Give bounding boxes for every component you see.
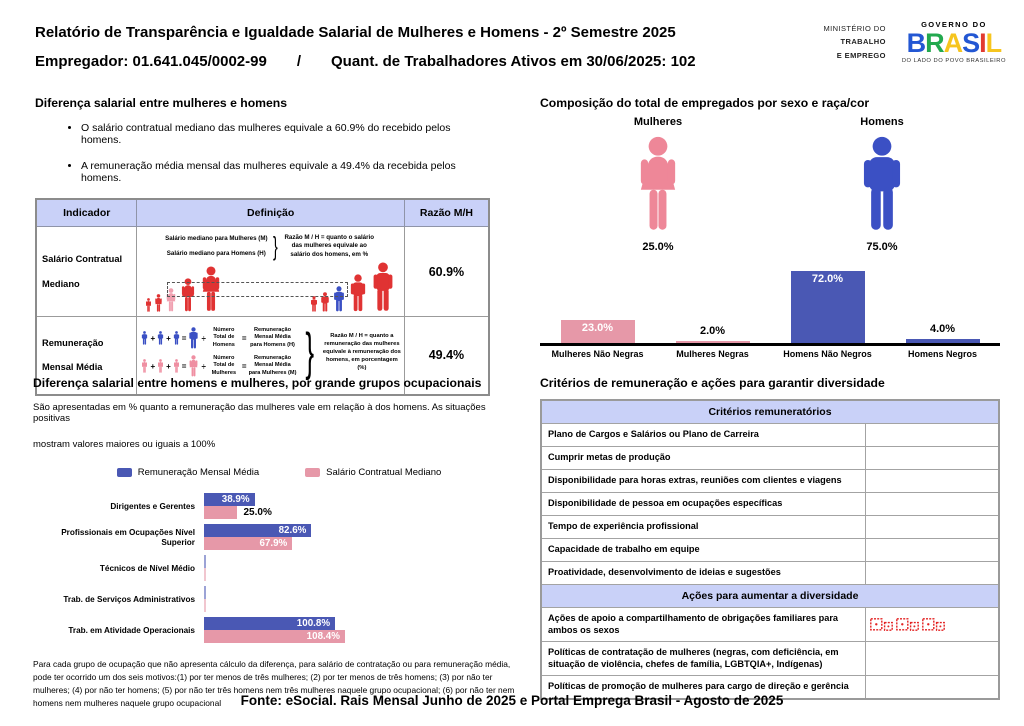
man-icon: [157, 331, 164, 345]
bar: [204, 493, 255, 506]
bullet-median: • O salário contratual mediano das mulheres equivale a 60.9% do recebido pelos homens.: [81, 122, 490, 146]
ministry-line1: MINISTÉRIO DO: [823, 23, 886, 33]
bracket-glyph: }: [304, 323, 314, 381]
bar: [676, 341, 750, 343]
criteria-section-header: Ações para aumentar a diversidade: [541, 585, 999, 608]
bar: [204, 630, 345, 643]
divide-operator: ÷: [201, 361, 206, 371]
brasil-letter: L: [985, 28, 1002, 58]
brasil-letter: A: [943, 28, 963, 58]
bar: [204, 586, 206, 599]
logo-area: [824, 20, 1006, 64]
gov-bottom-text: DO LADO DO POVO BRASILEIRO: [901, 58, 1006, 65]
woman-icon: [173, 359, 180, 373]
criteria-value: [866, 642, 999, 676]
bar-slot: [655, 267, 770, 343]
plus-operator: +: [166, 333, 171, 343]
bar-label: 2.0%: [699, 325, 726, 337]
legend-swatch-blue: [117, 468, 132, 477]
plus-operator: +: [166, 361, 171, 371]
mean-formulas: [141, 327, 296, 377]
criteria-value: [866, 447, 999, 470]
bar-label: 82.6%: [278, 525, 307, 536]
category-label: Trab. em Atividade Operacionais: [68, 625, 195, 635]
separator: /: [296, 53, 301, 70]
bar: [204, 524, 311, 537]
bar-group: [204, 586, 525, 613]
indicator-table: [35, 198, 490, 396]
brasil-letter: I: [979, 28, 986, 58]
bar: [204, 537, 292, 550]
men-formula-row: [141, 327, 296, 349]
bar: [906, 339, 980, 343]
composition-bar-chart: [540, 267, 1000, 346]
occupational-desc-line1: São apresentadas em % quanto a remuneração das mulheres vale em relação à dos homens. As situações positivas: [33, 402, 486, 424]
active-workers-count: Quant. de Trabalhadores Ativos em 30/06/2025: 102: [330, 53, 696, 70]
man-icon: [857, 136, 907, 232]
equals-operator: =: [181, 333, 187, 343]
criteria-label: Políticas de contratação de mulheres (negras, com deficiência, em situação de violência, chefes de família, LGBTQIA+, Indígenas): [541, 642, 866, 676]
bar-label: 38.9%: [221, 494, 250, 505]
category-label: Homens Não Negros: [783, 349, 872, 359]
man-icon: [348, 274, 368, 312]
indicator-label: Remuneração Mensal Média: [36, 317, 137, 395]
bar-group: [204, 524, 525, 551]
occupational-desc-line2: mostram valores maiores ou iguais a 100%: [33, 439, 216, 450]
formula-result: Remuneração Mensal Média para Mulheres (M): [248, 355, 297, 376]
salary-gap-title: Diferença salarial entre mulheres e homens: [35, 96, 287, 110]
bar-label: 108.4%: [306, 631, 340, 642]
criteria-label: Tempo de experiência profissional: [541, 516, 866, 539]
criteria-label: Disponibilidade para horas extras, reuniões com clientes e viagens: [541, 470, 866, 493]
indicator-label: Salário Contratual Mediano: [36, 227, 137, 317]
group-homens: [812, 116, 952, 253]
legend-item-remuneracao: [117, 467, 259, 478]
footer-source: Fonte: eSocial. Rais Mensal Junho de 2025 e Portal Emprega Brasil - Agosto de 2025: [240, 693, 784, 708]
criteria-value: [866, 539, 999, 562]
section-composition: [540, 96, 1000, 372]
bar-label: 100.8%: [296, 618, 331, 629]
man-icon: [812, 136, 952, 232]
median-label-men: Salário mediano para Homens (H): [166, 249, 266, 257]
brasil-letter: B: [906, 28, 926, 58]
legend-label: Salário Contratual Mediano: [326, 467, 442, 478]
missing-glyph-icon: [870, 618, 893, 632]
employer-id: Empregador: 01.641.045/0002-99: [35, 53, 267, 70]
salary-gap-bullets: [35, 122, 490, 184]
equals-operator: =: [181, 361, 187, 371]
section-occupational: [33, 376, 525, 710]
criteria-label: Políticas de promoção de mulheres para cargo de direção e gerência: [541, 676, 866, 700]
bracket-glyph: }: [272, 231, 278, 261]
chart-legend: [33, 467, 525, 478]
occupational-footnote: Para cada grupo de ocupação que não apresenta cálculo da diferença, para salário de contratação ou para remuneração média, pode ter ocorrido um dos seis motivos:(1) por ter menos de três mulheres; (2) por ter menos de três homens; (3) por não ter mulheres; (4) por não ter homens; (5) por não ter três homens nem três mulheres naquele grupo ocupacional; (6) por não ter nem homens nem mulheres naquele grupo ocupacional: [33, 659, 515, 709]
legend-item-salario: [305, 467, 441, 478]
ratio-value: 49.4%: [404, 317, 489, 395]
report-header: [35, 24, 696, 70]
criteria-row: [541, 608, 999, 642]
category-label: Mulheres Negras: [676, 349, 749, 359]
median-definition-text: [139, 231, 401, 262]
bar-slot: [885, 267, 1000, 343]
criteria-label: Cumprir metas de produção: [541, 447, 866, 470]
section-salary-gap: [35, 96, 490, 396]
category-label: Profissionais em Ocupações Nível Superior: [61, 527, 195, 547]
occupational-bar-chart: [33, 491, 525, 646]
legend-swatch-pink: [305, 468, 320, 477]
formula-denominator: Número Total de Mulheres: [211, 355, 237, 376]
bar-slot: [540, 267, 655, 343]
criteria-row: [541, 424, 999, 447]
criteria-label: Ações de apoio a compartilhamento de obrigações familiares para ambos os sexos: [541, 608, 866, 642]
bar-label: 23.0%: [581, 322, 614, 334]
col-razao: Razão M/H: [404, 199, 489, 227]
gov-top-text: GOVERNO DO: [921, 20, 987, 29]
criteria-value: [866, 516, 999, 539]
criteria-row: [541, 470, 999, 493]
woman-icon: [633, 136, 683, 232]
plus-operator: +: [150, 361, 156, 371]
median-label-women: Salário mediano para Mulheres (M): [165, 235, 268, 243]
median-labels: [165, 232, 267, 261]
bar-group: [204, 617, 525, 644]
criteria-row: [541, 642, 999, 676]
bar: [204, 617, 335, 630]
bar-group: [204, 555, 525, 582]
category-label: Mulheres Não Negras: [551, 349, 644, 359]
group-percent: 25.0%: [642, 241, 674, 253]
col-indicador: Indicador: [36, 199, 137, 227]
section-criteria: [540, 376, 1002, 700]
criteria-section-header-row: [541, 400, 999, 424]
bar: [204, 506, 237, 519]
criteria-label: Capacidade de trabalho em equipe: [541, 539, 866, 562]
missing-glyph-icon: [922, 618, 945, 632]
category-label: Dirigentes e Gerentes: [110, 501, 195, 511]
man-icon: [173, 331, 180, 345]
median-dashed-box: [167, 282, 347, 297]
ministry-logo: [824, 22, 886, 63]
bar-slot: [770, 267, 885, 343]
criteria-section-header: Critérios remuneratórios: [541, 400, 999, 424]
bar: [204, 568, 206, 581]
group-percent: 75.0%: [866, 241, 898, 253]
occupational-row: [33, 553, 525, 584]
criteria-row: [541, 539, 999, 562]
bar: [204, 555, 206, 568]
median-definition-cell: [137, 227, 404, 317]
woman-icon: [188, 355, 199, 377]
composition-category-labels: [540, 349, 1000, 359]
woman-icon: [145, 298, 152, 312]
brasil-wordmark: [902, 29, 1006, 57]
bar: [791, 271, 865, 343]
criteria-value: [866, 493, 999, 516]
median-figures-illustration: [145, 262, 395, 312]
equals-operator: =: [241, 361, 247, 371]
formula-result: Remuneração Mensal Média para Homens (H): [250, 327, 295, 348]
col-definicao: Definição: [137, 199, 404, 227]
criteria-label: Proatividade, desenvolvimento de ideias e sugestões: [541, 562, 866, 585]
criteria-value: [866, 470, 999, 493]
criteria-section-header-row: [541, 585, 999, 608]
occupational-row: [33, 584, 525, 615]
report-title: Relatório de Transparência e Igualdade Salarial de Mulheres e Homens - 2º Semestre 2025: [35, 24, 676, 41]
group-mulheres: [588, 116, 728, 253]
criteria-value: [866, 424, 999, 447]
criteria-row: [541, 447, 999, 470]
group-label: Homens: [860, 116, 904, 128]
criteria-title: Critérios de remuneração e ações para garantir diversidade: [540, 376, 885, 390]
table-header-row: [36, 199, 489, 227]
bar-label: 4.0%: [929, 323, 956, 335]
occupational-row: [33, 522, 525, 553]
man-icon: [310, 296, 318, 312]
woman-icon: [157, 359, 164, 373]
criteria-label: Disponibilidade de pessoa em ocupações específicas: [541, 493, 866, 516]
ministry-line2: TRABALHO: [840, 37, 886, 47]
man-icon: [188, 327, 199, 349]
woman-icon: [588, 136, 728, 232]
occupational-row: [33, 491, 525, 522]
formula-denominator: Número Total de Homens: [212, 327, 235, 348]
equals-operator: =: [241, 333, 247, 343]
criteria-value: [866, 608, 999, 642]
brasil-letter: S: [962, 28, 980, 58]
women-formula-row: [141, 355, 296, 377]
median-note: Razão M / H = quanto o salário das mulheres equivale ao salário dos homens, em %: [284, 233, 375, 258]
bar-label: 67.9%: [259, 538, 288, 549]
criteria-value: [866, 562, 999, 585]
woman-icon: [141, 359, 148, 373]
criteria-row: [541, 562, 999, 585]
occupational-row: [33, 615, 525, 646]
category-label: Trab. de Serviços Administrativos: [63, 594, 195, 604]
criteria-row: [541, 516, 999, 539]
criteria-label: Plano de Cargos e Salários ou Plano de Carreira: [541, 424, 866, 447]
category-label: Técnicos de Nível Médio: [99, 563, 195, 573]
bar: [561, 320, 635, 343]
plus-operator: +: [150, 333, 156, 343]
woman-icon: [154, 294, 163, 312]
missing-glyph-icon: [896, 618, 919, 632]
table-row: [36, 227, 489, 317]
mean-note: Razão M / H = quanto a remuneração das mulheres equivale à remuneração dos homens, em porcentagem (%): [322, 332, 401, 372]
criteria-table: [540, 399, 1000, 700]
legend-label: Remuneração Mensal Média: [137, 467, 260, 478]
man-icon: [370, 262, 396, 312]
ministry-line3: E EMPREGO: [836, 50, 886, 60]
criteria-row: [541, 493, 999, 516]
divide-operator: ÷: [201, 333, 206, 343]
group-label: Mulheres: [633, 116, 683, 128]
govbr-logo: [902, 20, 1006, 64]
category-label: Homens Negros: [907, 349, 978, 359]
bar-group: [204, 493, 525, 520]
red-missing-glyph-boxes: [870, 618, 994, 632]
composition-title: Composição do total de empregados por sexo e raça/cor: [540, 96, 870, 110]
bullet-mean: • A remuneração média mensal das mulheres equivale a 49.4% da recebida pelos homens.: [81, 160, 490, 184]
brasil-letter: R: [925, 28, 944, 58]
bar-label: 72.0%: [811, 273, 844, 285]
bar: [204, 599, 206, 612]
occupational-title: Diferença salarial entre homens e mulheres, por grande grupos ocupacionais: [33, 376, 482, 390]
ratio-value: 60.9%: [404, 227, 489, 317]
bar-label: 25.0%: [243, 507, 272, 518]
man-icon: [141, 331, 148, 345]
report-subtitle: [35, 53, 696, 70]
